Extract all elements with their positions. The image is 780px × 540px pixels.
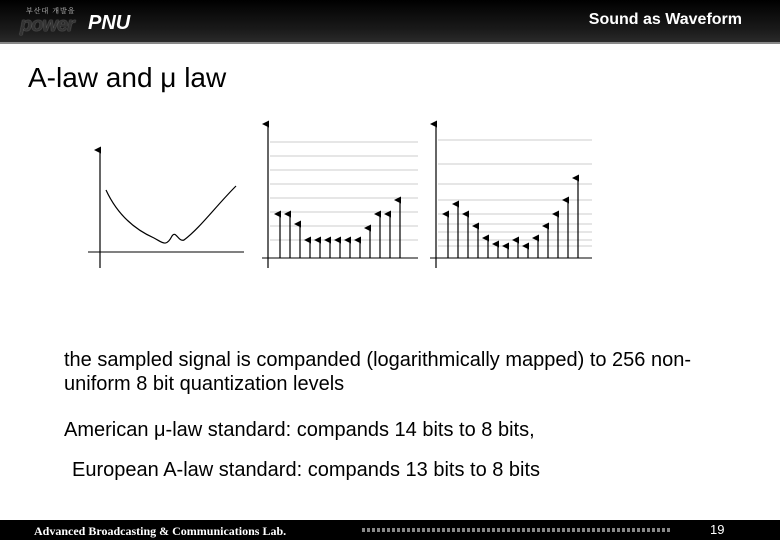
header-title: Sound as Waveform [588, 11, 742, 28]
lab-name: Advanced Broadcasting & Communications Lab. [34, 524, 287, 538]
nonuniform-quantization-panel [430, 124, 592, 268]
quantization-figure [84, 120, 604, 280]
uniform-quantization-panel [262, 124, 418, 268]
footer-bar [0, 520, 780, 540]
slide-title: A-law and μ law [28, 62, 227, 93]
bullet-companding: the sampled signal is companded (logarithmically mapped) to 256 non-uniform 8 bit quantization levels [64, 349, 692, 395]
bullet-mu-law: American μ-law standard: compands 14 bits to 8 bits, [64, 419, 535, 441]
header-bar [0, 0, 780, 42]
logo-pnu-text: PNU [88, 12, 131, 34]
analog-signal-panel [88, 150, 244, 268]
header-divider [0, 42, 780, 44]
logo-power-text: power [20, 14, 74, 36]
footer-dotted-line [362, 528, 672, 532]
logo-korean-text: 부산대 개발을 [26, 8, 76, 15]
bullet-a-law: European A-law standard: compands 13 bits to 8 bits [72, 459, 541, 481]
page-number: 19 [710, 522, 725, 537]
